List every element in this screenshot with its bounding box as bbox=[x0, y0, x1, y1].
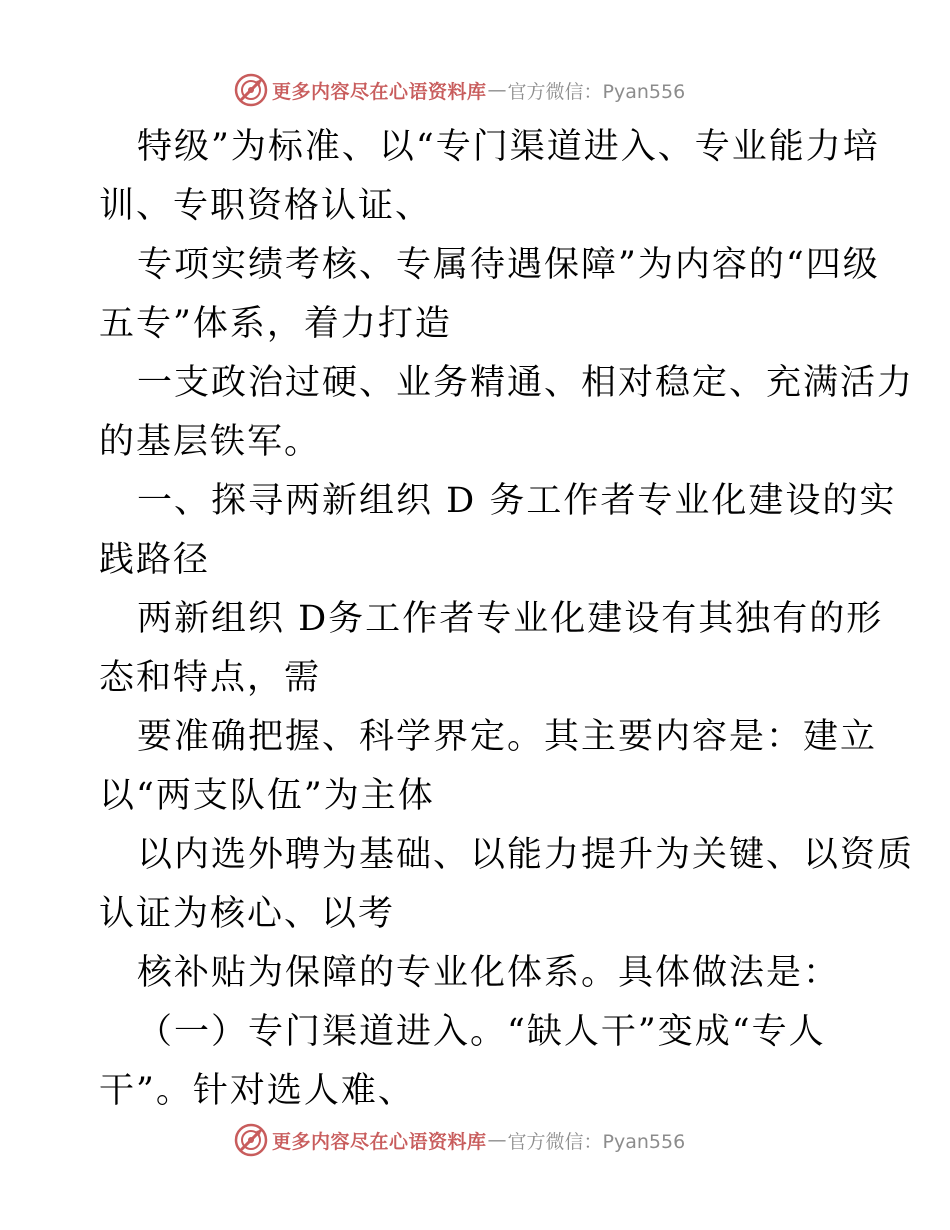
brand-logo-icon bbox=[234, 73, 268, 107]
text-line: 认证为核心、以考 bbox=[99, 894, 396, 934]
text-line: 两新组织 D务工作者专业化建设有其独有的形 bbox=[137, 599, 884, 639]
text-line: 五专”体系，着力打造 bbox=[99, 304, 452, 344]
text-line: 干”。针对选人难、 bbox=[99, 1071, 415, 1111]
text-line: 以“两支队伍”为主体 bbox=[99, 776, 435, 816]
text-line: 要准确把握、科学界定。其主要内容是：建立 bbox=[137, 717, 878, 757]
text-line: 核补贴为保障的专业化体系。具体做法是： bbox=[137, 953, 841, 993]
watermark-wechat-text: 官方微信：Pyan556 bbox=[507, 80, 686, 103]
text-line: 以内选外聘为基础、以能力提升为关键、以资质 bbox=[137, 835, 915, 875]
watermark-separator: — bbox=[487, 79, 507, 101]
watermark-content bbox=[234, 1122, 685, 1158]
text-line: 一、探寻两新组织 D 务工作者专业化建设的实 bbox=[137, 481, 897, 521]
text-line: 特级”为标准、以“专门渠道进入、专业能力培 bbox=[137, 127, 880, 167]
text-line: 的基层铁军。 bbox=[99, 422, 322, 462]
brand-logo-icon bbox=[234, 1123, 268, 1157]
text-line: 态和特点，需 bbox=[99, 658, 322, 698]
text-line: 一支政治过硬、业务精通、相对稳定、充满活力 bbox=[137, 363, 915, 403]
watermark-content bbox=[234, 72, 685, 108]
header-watermark bbox=[0, 70, 950, 110]
text-line: 践路径 bbox=[99, 540, 211, 580]
footer-watermark bbox=[0, 1120, 950, 1160]
watermark-separator: — bbox=[487, 1129, 507, 1151]
text-line: 训、专职资格认证、 bbox=[99, 186, 433, 226]
watermark-brand-text: 更多内容尽在心语资料库 bbox=[272, 1130, 487, 1153]
watermark-wechat-text: 官方微信：Pyan556 bbox=[507, 1130, 686, 1153]
watermark-brand-text: 更多内容尽在心语资料库 bbox=[272, 80, 487, 103]
text-line: 专项实绩考核、专属待遇保障”为内容的“四级 bbox=[137, 245, 880, 285]
text-line: （一）专门渠道进入。“缺人干”变成“专人 bbox=[137, 1012, 826, 1052]
